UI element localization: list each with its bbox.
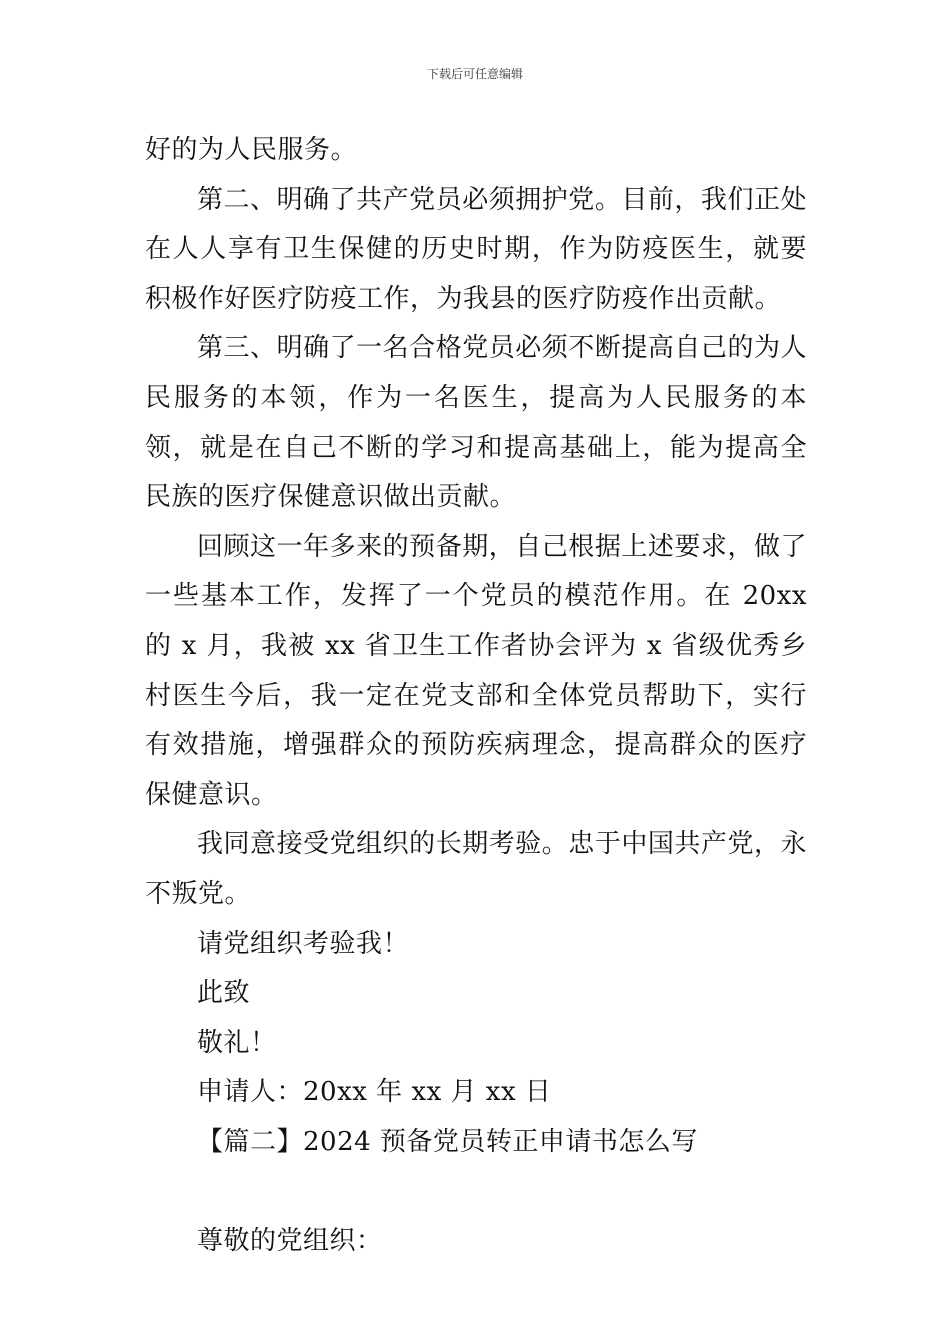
document-body [145, 126, 807, 1267]
closing-greeting: 此致 [197, 978, 251, 1009]
paragraph-review: 回顾这一年多来的预备期，自己根据上述要求，做了一些基本工作，发挥了一个党员的模范作用。在 20xx 的 x 月，我被 xx 省卫生工作者协会评为 x 省级优秀乡村医生今后，我一定在党支部和全体党员帮助下，实行有效措施，增强群众的预防疾病理念，提高群众的医疗保健意识。 [145, 531, 807, 810]
page-header: 下载后可任意编辑 [426, 67, 523, 81]
paragraph-third-point: 第三、明确了一名合格党员必须不断提高自己的为人民服务的本领，作为一名医生，提高为人民服务的本领，就是在自己不断的学习和提高基础上，能为提高全民族的医疗保健意识做出贡献。 [145, 333, 807, 513]
blank-line [145, 1167, 807, 1217]
paragraph-pledge: 我同意接受党组织的长期考验。忠于中国共产党，永不叛党。 [145, 829, 807, 909]
closing-salute: 敬礼！ [197, 1027, 277, 1058]
applicant-signature-line: 申请人：20xx 年 xx 月 xx 日 [197, 1077, 552, 1108]
closing-request: 请党组织考验我！ [197, 928, 410, 959]
paragraph-continuation: 好的为人民服务。 [145, 135, 358, 165]
paragraph-second-point: 第二、明确了共产党员必须拥护党。目前，我们正处在人人享有卫生保健的历史时期，作为防疫医生，就要积极作好医疗防疫工作，为我县的医疗防疫作出贡献。 [145, 184, 807, 314]
salutation: 尊敬的党组织： [197, 1226, 383, 1257]
section-heading: 【篇二】2024 预备党员转正申请书怎么写 [197, 1126, 698, 1157]
